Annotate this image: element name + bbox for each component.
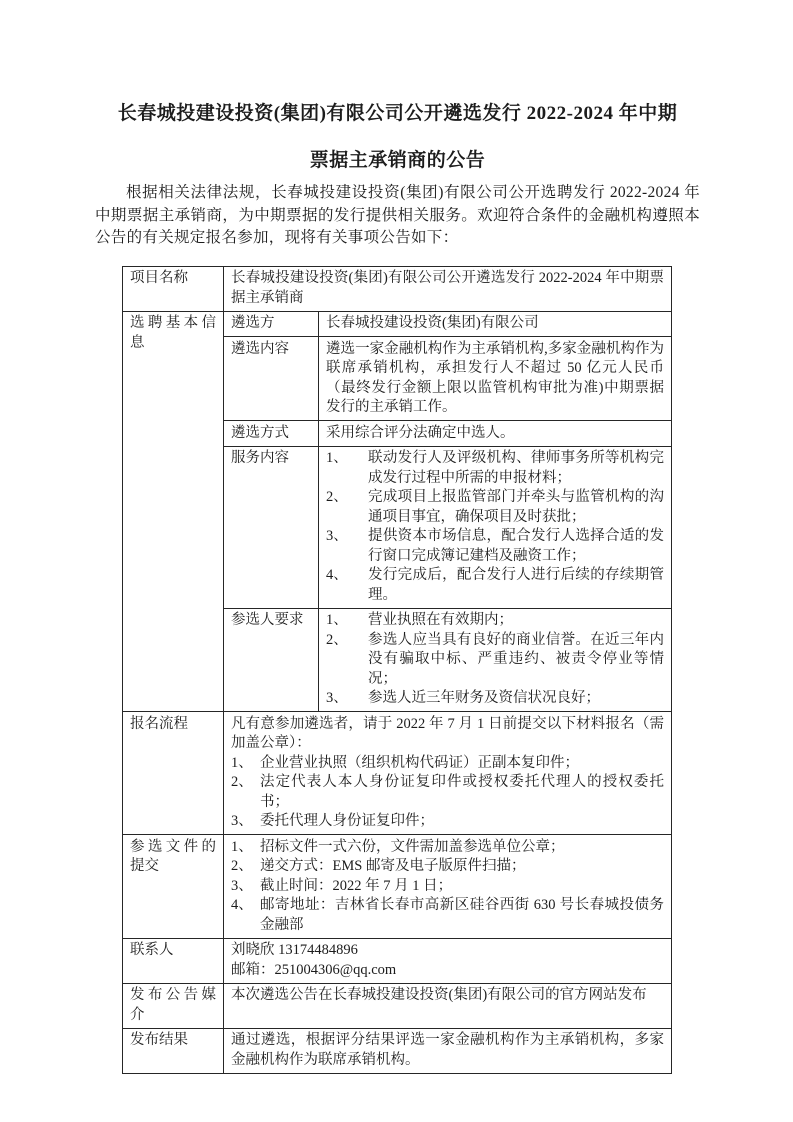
list-item-number: 3、 <box>231 813 253 830</box>
list-item <box>231 896 664 935</box>
list-item <box>326 689 664 709</box>
list-item <box>326 631 664 690</box>
list-item-text: 招标文件一式六份，文件需加盖参选单位公章； <box>260 838 565 855</box>
list-item <box>231 877 664 897</box>
list-item-text: 发行完成后，配合发行人进行后续的存续期管理。 <box>368 567 664 603</box>
list-item-text: 委托代理人身份证复印件； <box>260 813 434 830</box>
list-item-text: 营业执照在有效期内； <box>368 612 514 629</box>
row-media <box>123 983 672 1028</box>
list-item-text: 递交方式：EMS 邮寄及电子版原件扫描； <box>260 858 526 875</box>
selection-content-label: 遴选内容 <box>224 337 319 421</box>
list-item-text: 参选人近三年财务及资信状况良好； <box>368 690 601 707</box>
basic-info-label: 选聘基本信息 <box>123 311 224 712</box>
list-item-text: 参选人应当具有良好的商业信誉。在近三年内没有骗取中标、严重违约、被责令停业等情况； <box>368 631 664 687</box>
project-name-value: 长春城投建设投资(集团)有限公司公开遴选发行 2022-2024 年中期票据主承销商 <box>224 266 672 311</box>
list-item <box>326 527 664 566</box>
list-item <box>231 812 664 832</box>
contact-value <box>224 938 672 983</box>
row-selector <box>123 311 672 337</box>
list-item-number: 1、 <box>326 612 348 629</box>
list-item-number: 3、 <box>326 690 348 707</box>
list-item-number: 2、 <box>326 489 348 506</box>
intro-paragraph: 根据相关法律法规，长春城投建设投资(集团)有限公司公开选聘发行 2022-2024 年中期票据主承销商，为中期票据的发行提供相关服务。欢迎符合条件的金融机构遵照本公告的有关规定报名参加，现将有关事项公告如下： <box>95 184 700 247</box>
list-item-text: 企业营业执照（组织机构代码证）正副本复印件； <box>260 754 579 771</box>
contact-label: 联系人 <box>123 938 224 983</box>
result-value: 通过遴选，根据评分结果评选一家金融机构作为主承销机构，多家金融机构作为联席承销机构。 <box>224 1028 672 1073</box>
media-value: 本次遴选公告在长春城投建设投资(集团)有限公司的官方网站发布 <box>224 983 672 1028</box>
list-item <box>231 773 664 812</box>
announcement-table <box>122 266 672 1074</box>
row-project-name <box>123 266 672 311</box>
list-item-text: 完成项目上报监管部门并牵头与监管机构的沟通项目事宜，确保项目及时获批； <box>368 489 664 525</box>
list-item-number: 4、 <box>326 567 348 584</box>
list-item <box>231 754 664 774</box>
title-line-2: 票据主承销商的公告 <box>309 149 486 171</box>
requirements-value <box>319 608 672 712</box>
row-result <box>123 1028 672 1073</box>
list-item-number: 1、 <box>231 754 253 771</box>
registration-value <box>224 712 672 835</box>
selector-label: 遴选方 <box>224 311 319 337</box>
list-item-number: 1、 <box>231 838 253 855</box>
list-item-number: 3、 <box>231 877 253 894</box>
list-item-text: 提供资本市场信息，配合发行人选择合适的发行窗口完成簿记建档及融资工作； <box>368 528 664 564</box>
submission-value <box>224 835 672 939</box>
services-label: 服务内容 <box>224 446 319 608</box>
selection-content-value: 遴选一家金融机构作为主承销机构,多家金融机构作为联席承销机构，承担发行人不超过 50 亿元人民币（最终发行金额上限以监管机构审批为准)中期票据发行的主承销工作。 <box>319 337 672 421</box>
title-line-1: 长春城投建设投资(集团)有限公司公开遴选发行 2022-2024 年中期 <box>117 103 678 124</box>
list-item <box>326 566 664 605</box>
list-item-number: 4、 <box>231 897 253 914</box>
document-title <box>95 102 700 173</box>
submission-label: 参选文件的提交 <box>123 835 224 939</box>
selection-method-value: 采用综合评分法确定中选人。 <box>319 421 672 447</box>
contact-name-phone: 刘晓欣 13174484896 <box>231 942 358 959</box>
list-item-number: 2、 <box>326 631 348 648</box>
list-item-text: 邮寄地址：吉林省长春市高新区硅谷西街 630 号长春城投债务金融部 <box>260 897 664 933</box>
list-item-number: 3、 <box>326 528 348 545</box>
selection-method-label: 遴选方式 <box>224 421 319 447</box>
list-item-number: 2、 <box>231 858 253 875</box>
list-item <box>326 488 664 527</box>
list-item-text: 联动发行人及评级机构、律师事务所等机构完成发行过程中所需的申报材料； <box>368 450 664 486</box>
project-name-label: 项目名称 <box>123 266 224 311</box>
requirements-label: 参选人要求 <box>224 608 319 712</box>
row-submission <box>123 835 672 939</box>
row-registration <box>123 712 672 835</box>
list-item-number: 1、 <box>326 450 348 467</box>
list-item <box>326 611 664 631</box>
list-item-number: 2、 <box>231 774 253 791</box>
list-item <box>231 838 664 858</box>
registration-label: 报名流程 <box>123 712 224 835</box>
contact-email: 邮箱：251004306@qq.com <box>231 961 397 978</box>
media-label: 发布公告媒介 <box>123 983 224 1028</box>
row-contact <box>123 938 672 983</box>
list-item-text: 截止时间：2022 年 7 月 1 日； <box>260 877 453 894</box>
list-item-text: 法定代表人本人身份证复印件或授权委托代理人的授权委托书； <box>260 774 664 810</box>
registration-intro: 凡有意参加遴选者，请于 2022 年 7 月 1 日前提交以下材料报名（需加盖公章）： <box>231 715 664 752</box>
selector-value: 长春城投建设投资(集团)有限公司 <box>319 311 672 337</box>
list-item <box>326 449 664 488</box>
services-value <box>319 446 672 608</box>
list-item <box>231 857 664 877</box>
result-label: 发布结果 <box>123 1028 224 1073</box>
